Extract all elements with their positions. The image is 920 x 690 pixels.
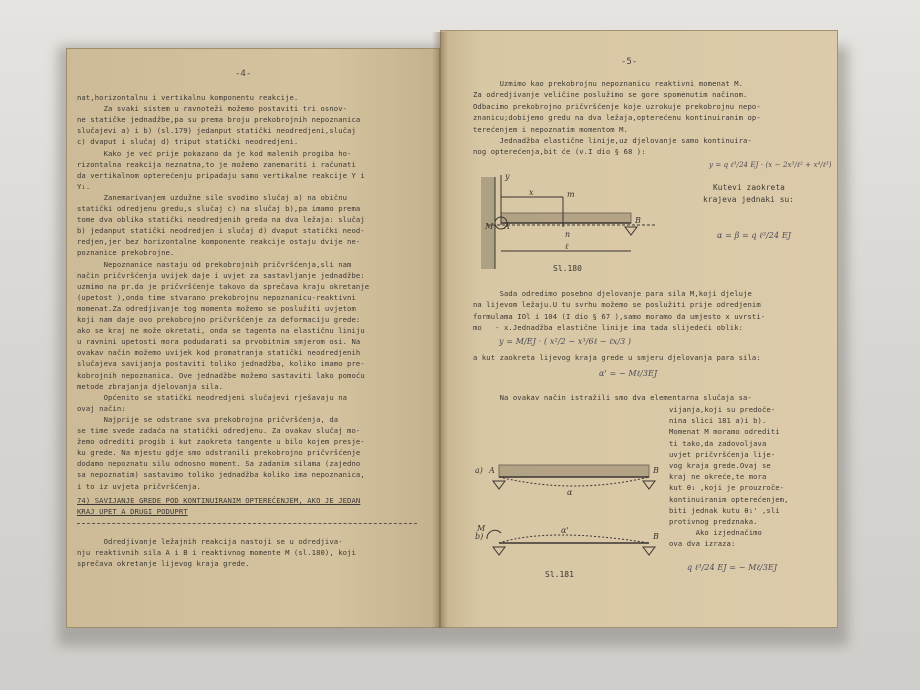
label-m-b: M [477, 524, 486, 533]
text-line: Ako izjednačimo [669, 528, 762, 538]
text-line: mo - x.Jednadžba elastične linije ima tada slijedeći oblik: [473, 323, 744, 333]
text-line: Momenat M moramo odrediti [669, 427, 780, 437]
deflection-a [499, 477, 649, 486]
formula-elastic-line-2: y = M/EJ · ( x²/2 − x³/6ℓ − ℓx/3 ) [499, 337, 632, 346]
support-b2 [643, 547, 655, 555]
label-case-b: b) [475, 532, 484, 541]
text-line: Uzmimo kao prekobrojnu nepoznanicu reaktivni momenat M. [473, 79, 744, 88]
angles-label-2: krajeva jednaki su: [703, 195, 795, 204]
text-line: protivnog predznaka. [669, 517, 758, 526]
text-line: Sada odredimo posebno djelovanje para sila M,koji djeluje [473, 289, 752, 298]
text-line: kut θ₁ ,koji je prouzroče- [669, 483, 785, 493]
text-line: ova dva izraza: [669, 539, 736, 549]
text-line: žemo odrediti progib i kut zaokreta tangente u bilo kojem presje- [77, 437, 365, 447]
label-alpha: α [567, 488, 573, 497]
text-line: (upetost ),onda time stvarano prekobrojnu nepoznanicu-reaktivni [77, 292, 356, 302]
formula-angles: α = β = q ℓ³/24 EJ [717, 231, 792, 240]
text-line: tome dva oblika statički neodredjenih greda na dva ležaja: slučaj [77, 215, 365, 225]
text-line: metode zbrajanja djelovanja sila. [77, 381, 224, 391]
text-line: Nepoznanice nastaju od prekobrojnih pričvršćenja,sli nam [77, 259, 352, 269]
text-line: Odbacimo prekobrojno pričvršćenje koje uzrokuje prekobrojnu nepo- [473, 101, 761, 111]
support-a2 [643, 481, 655, 489]
text-line: kobrojnih nepoznanica. Ove jednadžbe možemo sastaviti lako pomoću [77, 370, 365, 380]
label-a: A [504, 222, 510, 231]
text-line: b) jedanput statički neodredjen i slučaj d) dvaput statički neod- [77, 226, 365, 236]
text-line: vijanja,koji su predoče- [669, 405, 776, 414]
text-line: slučajevi a) i b) (sl.179) jedanput statički neodredjeni,slučaj [77, 126, 356, 136]
section-divider [77, 523, 417, 524]
label-a-a: A [489, 466, 495, 475]
text-line: znanicu;dobijemo gredu na dva ležaja,opterećenu kontinuiranim op- [473, 113, 761, 123]
text-line: redjen,jer bez horizontalne komponente reakcije ostaju dvije ne- [77, 237, 361, 247]
text-line: ovaj način: [77, 403, 126, 413]
page-number-right: -5- [621, 57, 638, 67]
text-line: ne statičke jednadžbe,pa su prema broju prekobrojnih nepoznanica [77, 115, 361, 125]
text-line: Općenito se statički neodredjeni slučajevi rješavaju na [77, 392, 348, 402]
distributed-load [501, 213, 631, 223]
text-line: na lijevom ležaju.U tu svrhu možemo se poslužiti prije odredjenim [473, 300, 761, 310]
angle-sentence: a kut zaokreta lijevog kraja grede u smjeru djelovanja para sila: [473, 353, 761, 362]
label-m: m [567, 190, 575, 199]
text-line: Y₁. [77, 181, 91, 191]
text-line: uzmimo na pr.da je pričvršćenje takovo da sprečava kraju okretanje [77, 281, 370, 291]
text-line: nina slici 181 a)i b). [669, 416, 767, 426]
text-line: se time svede zadaća na statički odredjenu. Za ovakav slučaj mo- [77, 426, 361, 435]
book-spine [432, 32, 448, 628]
text-line: sprečava okretanje lijevog kraja grede. [77, 559, 250, 568]
figure-181-caption: Sl.181 [545, 570, 574, 579]
text-line: Najprije se odstrane sva prekobrojna pričvršćenja, da [77, 414, 339, 424]
label-alpha-prime: α' [561, 526, 569, 535]
text-line: koji nam daje ovo prekobrojno pričvršćenje za deformaciju grede: [77, 315, 361, 324]
moment-arrow-b [487, 530, 501, 539]
section-heading: 74) SAVIJANJE GREDE POD KONTINUIRANIM OPTEREĆENJEM, AKO JE JEDAN [77, 496, 361, 505]
support-a1 [493, 481, 505, 489]
text-line: biti jednak kutu θ₁' ,sli [669, 505, 780, 515]
label-case-a: a) [475, 466, 483, 475]
text-line: Za odredjivanje veličine poslužimo se gore spomenutim načinom. [473, 90, 748, 100]
text-line: Kako je već prije pokazano da je kod malenih progiba ho- [77, 148, 352, 158]
text-line: Odredjivanje ležajnih reakcija nastoji se u odredjiva- [77, 537, 343, 546]
text-line: dodamo nepoznatu silu odnosno moment. Sa zadanim silama (zajedno [77, 459, 361, 469]
text-line: sa nepoznatim) sastavimo toliko jednadžba koliko ima nepoznanica, [77, 470, 365, 480]
text-line: nat,horizontalnu i vertikalnu komponentu reakcije. [77, 93, 299, 102]
text-line: da vertikalnom opterećenju pripadaju samo vertikalne reakcije Y i [77, 170, 365, 180]
text-line: Jednadžba elastične linije,uz djelovanje samo kontinuira- [473, 136, 752, 145]
text-line: Za svaki sistem u ravnoteži možemo postaviti tri osnov- [77, 104, 348, 114]
text-line: statički odredjenu gredu,s slučaj c) na slučaj b),pa imamo prema [77, 204, 361, 213]
figure-180-caption: Sl.180 [553, 264, 582, 273]
label-y: y [505, 172, 510, 181]
text-line: i to iz uvjeta pričvršćenja. [77, 481, 201, 491]
support-b [625, 227, 637, 235]
text-line: poznanice prekobrojne. [77, 248, 175, 258]
text-line: Zanemarivanjem uzdužne sile svodimo slučaj a) na običnu [77, 192, 348, 202]
formula-angle-m: α' = − Mℓ/3EJ [599, 369, 658, 378]
text-line: uvjet pričvršćenja lije- [669, 449, 776, 459]
label-n: n [565, 230, 571, 239]
text-line: formulama IOl i 104 (I dio § 67 ),samo moramo da umjesto x uvrsti- [473, 311, 766, 321]
label-b-a: B [653, 466, 659, 475]
formula-elastic-line: y = q ℓ³/24 EJ · (x − 2x³/ℓ² + x⁴/ℓ³) [709, 161, 832, 169]
support-b1 [493, 547, 505, 555]
angles-label-1: Kutevi zaokreta [713, 183, 785, 192]
label-l: ℓ [565, 242, 569, 251]
text-line: u ravnini upetosti mora podudarati sa prvobitnim smjerom osi. Na [77, 337, 361, 347]
formula-equation: q ℓ³/24 EJ = − Mℓ/3EJ [687, 563, 778, 572]
text-line: nog opterećenja,bit će (v.I dio § 68 ): [473, 147, 646, 157]
text-line: terećenjem i nepoznatim momentom M. [473, 124, 628, 134]
text-line: vog kraja grede.Ovaj se [669, 461, 771, 470]
text-line: rizontalna reakcija neznatna,to je možemo zanemariti i računati [77, 159, 356, 169]
left-page [66, 48, 440, 628]
distributed-load-a [499, 465, 649, 477]
text-line: momenat.Za odredjivanje tog momenta možemo se poslužiti uvjetom [77, 303, 356, 313]
right-page [440, 30, 838, 628]
figure-180 [477, 167, 667, 277]
label-b: B [635, 216, 641, 225]
text-line: ako se kraj ne može okretati, onda se tagenta na elastičnu liniju [77, 326, 365, 336]
text-line: način pričvršćenja uvijek daje i uvjet za sastavljanje jednadžbe: [77, 270, 365, 280]
label-x: x [529, 188, 534, 197]
text-line: ti tako,da zadovoljava [669, 438, 767, 448]
text-line: c) dvaput i slučaj d) triput statički neodredjeni. [77, 137, 299, 147]
text-line: slučajeva savijanja postaviti toliko jednadžba, koliko imamo pre- [77, 359, 365, 369]
text-line: ku grede. Na mjestu gdje smo odstranili prekobrojno pričvršćenje [77, 448, 361, 458]
label-m-moment: M [485, 222, 494, 231]
figure-181 [469, 443, 665, 581]
page-number-left: -4- [235, 69, 252, 79]
method-sentence: Na ovakav način istražili smo dva elementarna slučaja sa- [473, 393, 752, 402]
text-line: kraj ne okreće,te mora [669, 472, 767, 482]
text-line: nju reaktivnih sila A i B i reaktivnog momente M (sl.180), koji [77, 548, 356, 557]
text-line: kontinuiranim opterećenjem, [669, 494, 789, 504]
text-line: ovakav način možemo uvijek kod promatranja statički neodredjenih [77, 348, 361, 358]
section-heading: KRAJ UPET A DRUGI PODUPRT [77, 507, 188, 516]
label-b-b: B [653, 532, 659, 541]
deflection-b [499, 535, 649, 543]
